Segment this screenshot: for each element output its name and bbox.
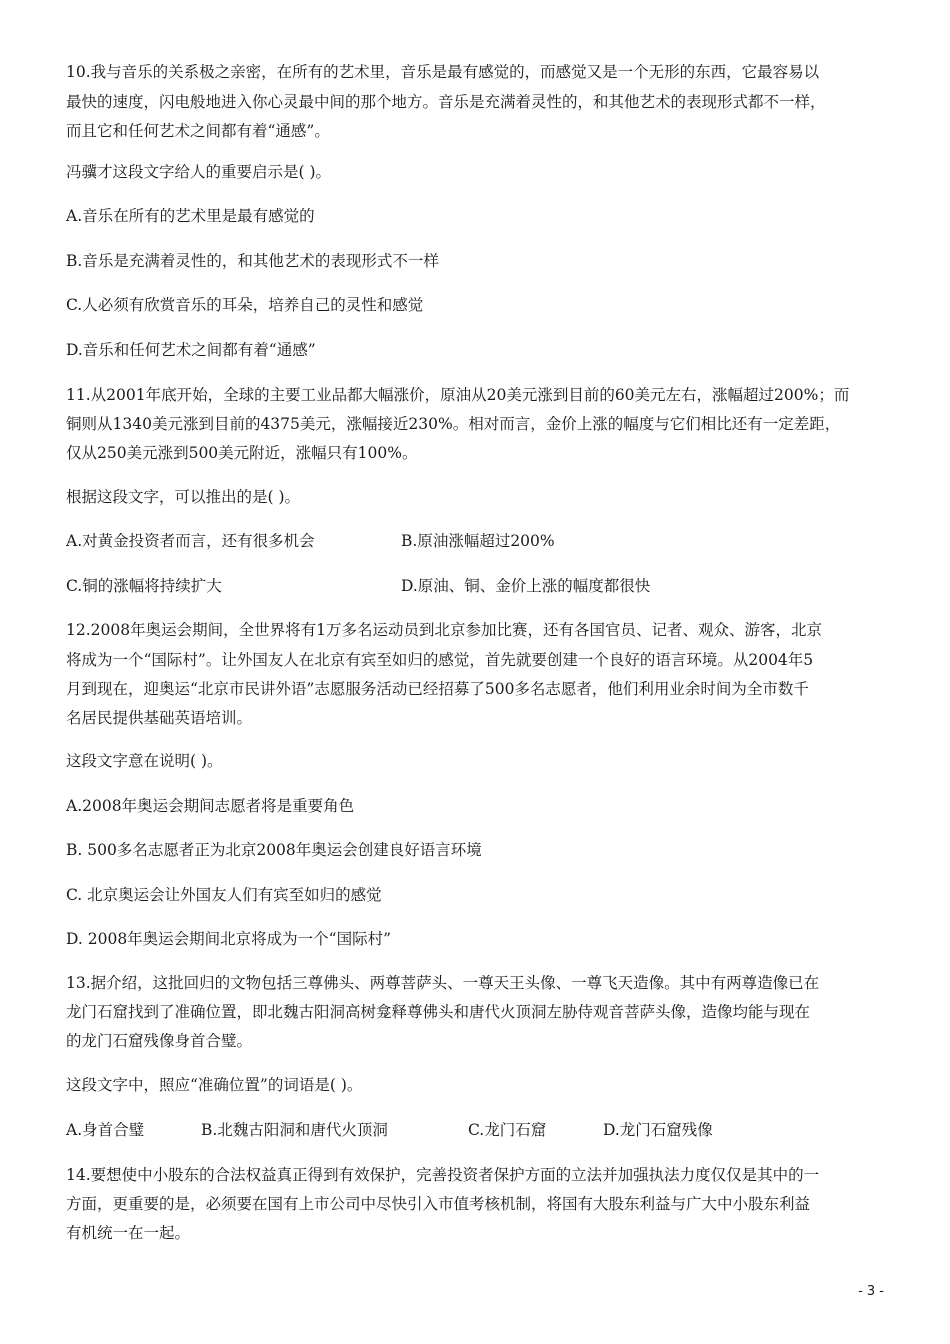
q13-option-d: D.龙门石窟残像	[603, 1121, 713, 1139]
q12-option-b: B. 500多名志愿者正为北京2008年奥运会创建良好语言环境	[66, 841, 482, 859]
q11-option-c: C.铜的涨幅将持续扩大	[66, 577, 222, 595]
q13-text-line-1: 13.据介绍，这批回归的文物包括三尊佛头、两尊菩萨头、一尊天王头像、一尊飞天造像。其中有两尊造像已在	[66, 974, 820, 992]
q14-text-line-3: 有机统一在一起。	[66, 1224, 191, 1242]
q10-text-line-2: 最快的速度，闪电般地进入你心灵最中间的那个地方。音乐是充满着灵性的，和其他艺术的表现形式都不一样，	[66, 93, 826, 111]
q10-option-a: A.音乐在所有的艺术里是最有感觉的	[66, 207, 315, 225]
q12-option-d: D. 2008年奥运会期间北京将成为一个“国际村”	[66, 930, 392, 948]
q10-question: 冯骥才这段文字给人的重要启示是( )。	[66, 163, 332, 181]
q14-text-line-1: 14.要想使中小股东的合法权益真正得到有效保护，完善投资者保护方面的立法并加强执法力度仅仅是其中的一	[66, 1166, 820, 1184]
q10-text-line-1: 10.我与音乐的关系极之亲密，在所有的艺术里，音乐是最有感觉的，而感觉又是一个无形的东西，它最容易以	[66, 63, 820, 81]
q12-question: 这段文字意在说明( )。	[66, 752, 223, 770]
q10-option-d: D.音乐和任何艺术之间都有着“通感”	[66, 341, 316, 359]
q13-option-c: C.龙门石窟	[468, 1121, 547, 1139]
q12-text-line-1: 12.2008年奥运会期间，全世界将有1万多名运动员到北京参加比赛，还有各国官员、记者、观众、游客，北京	[66, 621, 822, 639]
q12-option-a: A.2008年奥运会期间志愿者将是重要角色	[66, 797, 355, 815]
q13-option-a: A.身首合璧	[66, 1121, 145, 1139]
q12-text-line-3: 月到现在，迎奥运“北京市民讲外语”志愿服务活动已经招募了500多名志愿者，他们利用业余时间为全市数千	[66, 680, 809, 698]
q10-text-line-3: 而且它和任何艺术之间都有着“通感”。	[66, 122, 330, 140]
q10-option-b: B.音乐是充满着灵性的，和其他艺术的表现形式不一样	[66, 252, 439, 270]
q11-question: 根据这段文字，可以推出的是( )。	[66, 488, 301, 506]
q12-text-line-4: 名居民提供基础英语培训。	[66, 709, 253, 727]
q13-option-b: B.北魏古阳洞和唐代火顶洞	[201, 1121, 388, 1139]
page-number: - 3 -	[858, 1284, 884, 1299]
q11-text-line-1: 11.从2001年底开始，全球的主要工业品都大幅涨价，原油从20美元涨到目前的60美元左右，涨幅超过200%；而	[66, 386, 850, 404]
q13-text-line-3: 的龙门石窟残像身首合璧。	[66, 1032, 253, 1050]
q12-text-line-2: 将成为一个“国际村”。让外国友人在北京有宾至如归的感觉，首先就要创建一个良好的语言环境。从2004年5	[66, 651, 814, 669]
q11-text-line-3: 仅从250美元涨到500美元附近，涨幅只有100%。	[66, 444, 418, 462]
q14-text-line-2: 方面，更重要的是，必须要在国有上市公司中尽快引入市值考核机制，将国有大股东利益与广大中小股东利益	[66, 1195, 811, 1213]
q11-option-b: B.原油涨幅超过200%	[401, 532, 555, 550]
q12-option-c: C. 北京奥运会让外国友人们有宾至如归的感觉	[66, 886, 382, 904]
q11-option-a: A.对黄金投资者而言，还有很多机会	[66, 532, 315, 550]
q13-question: 这段文字中，照应“准确位置”的词语是( )。	[66, 1076, 363, 1094]
q10-option-c: C.人必须有欣赏音乐的耳朵，培养自己的灵性和感觉	[66, 296, 424, 314]
q11-text-line-2: 铜则从1340美元涨到目前的4375美元，涨幅接近230%。相对而言，金价上涨的幅度与它们相比还有一定差距，	[66, 415, 841, 433]
q13-text-line-2: 龙门石窟找到了准确位置，即北魏古阳洞高树龛释尊佛头和唐代火顶洞左胁侍观音菩萨头像，造像均能与现在	[66, 1003, 811, 1021]
q11-option-d: D.原油、铜、金价上涨的幅度都很快	[401, 577, 651, 595]
